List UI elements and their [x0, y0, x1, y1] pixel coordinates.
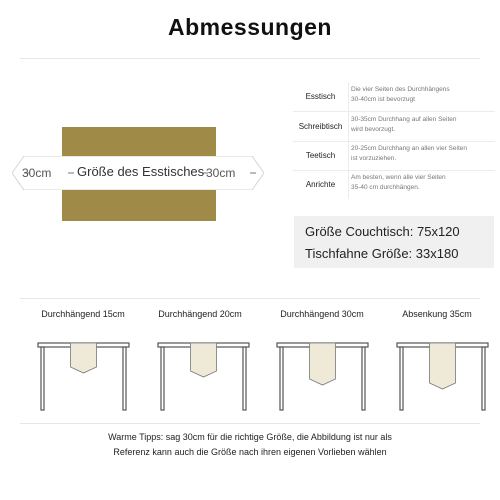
table-drop-diagram — [36, 336, 131, 412]
table-row — [293, 170, 495, 199]
drop-label: Durchhängend 20cm — [158, 309, 242, 319]
table-row — [293, 112, 495, 142]
table-row — [293, 82, 495, 112]
table-desc-line: 30-35cm Durchhang auf allen Seiten — [351, 116, 457, 123]
overhang-table — [293, 82, 495, 200]
table-row — [293, 141, 495, 171]
page-title: Abmessungen — [168, 14, 332, 40]
divider-middle — [20, 298, 480, 299]
table-desc-line: Die vier Seiten des Durchhängens — [351, 86, 450, 93]
drop-label: Durchhängend 15cm — [41, 309, 125, 319]
table-type: Teetisch — [293, 141, 349, 170]
table-desc-line: Am besten, wenn alle vier Seiten — [351, 174, 446, 181]
table-desc — [351, 173, 493, 193]
drop-label: Absenkung 35cm — [402, 309, 472, 319]
table-desc — [351, 144, 493, 164]
table-desc — [351, 115, 493, 135]
tips-line-1: Warme Tipps: sag 30cm für die richtige Größe, die Abbildung ist nur als — [108, 432, 392, 442]
table-leg-right — [362, 347, 365, 410]
table-type: Schreibtisch — [293, 112, 349, 141]
runner-drop — [310, 343, 336, 385]
runner-drop — [71, 343, 97, 373]
table-leg-left — [400, 347, 403, 410]
table-leg-right — [482, 347, 485, 410]
table-leg-left — [41, 347, 44, 410]
table-size-label: Größe des Esstisches — [77, 164, 205, 179]
table-desc — [351, 85, 493, 105]
table-type: Esstisch — [293, 82, 349, 111]
coffee-table-size: Größe Couchtisch: 75x120 — [305, 224, 460, 239]
table-leg-left — [280, 347, 283, 410]
table-desc-line: wird bevorzugt. — [351, 126, 396, 133]
table-leg-left — [161, 347, 164, 410]
table-drop-diagram — [275, 336, 370, 412]
table-drop-diagram — [395, 336, 490, 412]
runner-drop — [430, 343, 456, 389]
divider-top — [20, 58, 480, 59]
table-desc-line: 35-40 cm durchhängen. — [351, 184, 420, 191]
overhang-right-label: 30cm — [206, 166, 236, 180]
table-leg-right — [123, 347, 126, 410]
table-drop-diagram — [156, 336, 251, 412]
runner-drop — [191, 343, 217, 377]
overhang-left-label: 30cm — [22, 166, 52, 180]
table-type: Anrichte — [293, 170, 349, 199]
tips-line-2: Referenz kann auch die Größe nach ihren eigenen Vorlieben wählen — [113, 447, 387, 457]
table-desc-line: ist vorzuziehen. — [351, 155, 397, 162]
drop-label: Durchhängend 30cm — [280, 309, 364, 319]
table-desc-line: 20-25cm Durchhang an allen vier Seiten — [351, 145, 467, 152]
table-leg-right — [243, 347, 246, 410]
table-desc-line: 30-40cm ist bevorzugt — [351, 96, 415, 103]
runner-size: Tischfahne Größe: 33x180 — [305, 246, 459, 261]
divider-bottom — [20, 423, 480, 424]
